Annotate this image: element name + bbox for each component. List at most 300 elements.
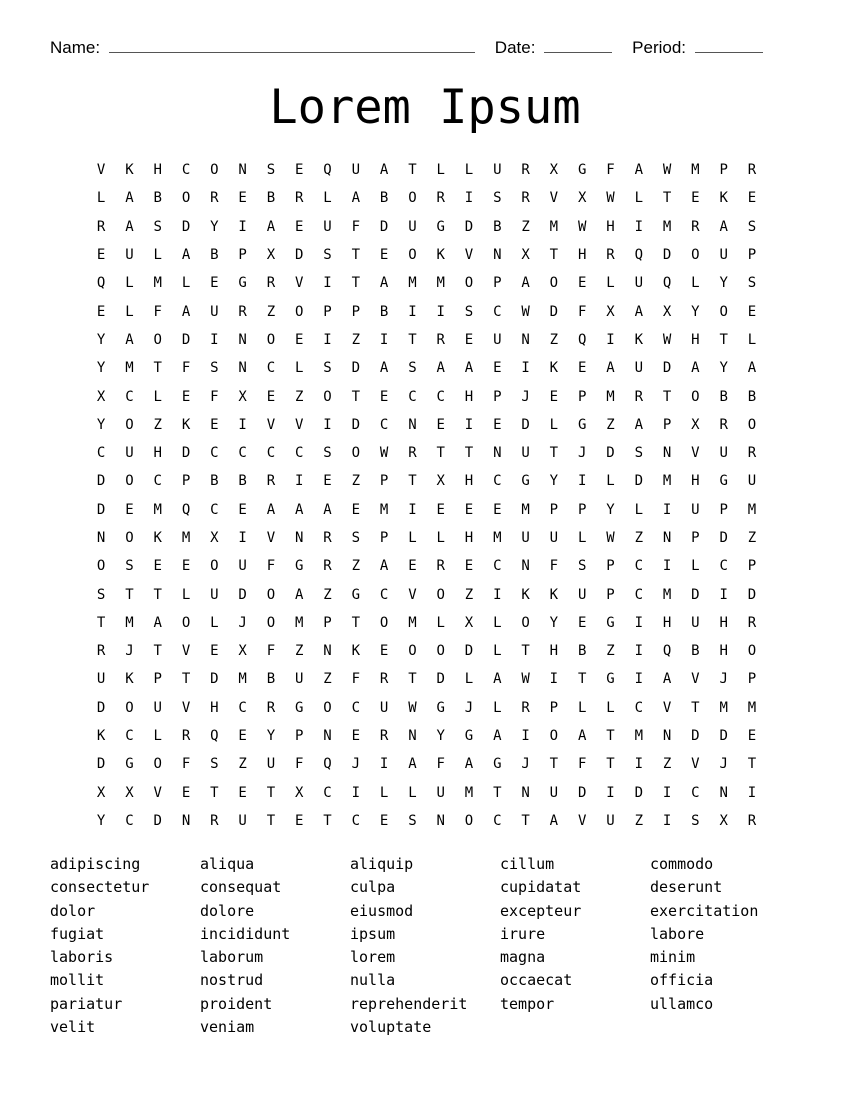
grid-letter[interactable]: L bbox=[606, 473, 615, 490]
grid-letter[interactable]: E bbox=[408, 558, 417, 575]
grid-letter[interactable]: U bbox=[266, 756, 276, 773]
grid-letter[interactable]: C bbox=[493, 558, 502, 575]
grid-letter[interactable]: B bbox=[210, 473, 219, 490]
grid-letter[interactable]: C bbox=[210, 445, 219, 462]
grid-letter[interactable]: M bbox=[408, 614, 417, 631]
grid-letter[interactable]: R bbox=[379, 671, 389, 688]
grid-letter[interactable]: S bbox=[323, 247, 332, 264]
grid-letter[interactable]: L bbox=[295, 360, 304, 377]
grid-letter[interactable]: V bbox=[577, 812, 587, 829]
grid-letter[interactable]: R bbox=[379, 728, 389, 745]
grid-letter[interactable]: V bbox=[266, 530, 276, 546]
grid-letter[interactable]: O bbox=[719, 303, 728, 320]
grid-letter[interactable]: Z bbox=[549, 331, 559, 348]
grid-letter[interactable]: G bbox=[125, 756, 134, 773]
grid-letter[interactable]: Q bbox=[577, 331, 587, 348]
grid-letter[interactable]: O bbox=[210, 162, 219, 179]
grid-letter[interactable]: D bbox=[719, 728, 728, 745]
grid-letter[interactable]: O bbox=[691, 388, 700, 405]
grid-letter[interactable]: M bbox=[464, 784, 474, 801]
grid-letter[interactable]: C bbox=[379, 586, 389, 603]
grid-letter[interactable]: Z bbox=[606, 643, 615, 660]
grid-letter[interactable]: N bbox=[295, 530, 304, 546]
grid-letter[interactable]: N bbox=[96, 530, 106, 546]
grid-letter[interactable]: V bbox=[96, 162, 106, 179]
grid-letter[interactable]: E bbox=[181, 784, 191, 801]
grid-letter[interactable]: B bbox=[210, 247, 219, 264]
grid-letter[interactable]: U bbox=[436, 784, 445, 801]
grid-letter[interactable]: U bbox=[153, 699, 162, 716]
grid-letter[interactable]: C bbox=[634, 586, 643, 603]
grid-letter[interactable]: X bbox=[464, 614, 474, 631]
grid-letter[interactable]: X bbox=[691, 416, 700, 433]
name-blank[interactable] bbox=[109, 36, 475, 53]
grid-letter[interactable]: W bbox=[606, 530, 615, 546]
grid-letter[interactable]: P bbox=[351, 303, 361, 320]
grid-letter[interactable]: C bbox=[238, 445, 247, 462]
grid-letter[interactable]: Y bbox=[210, 218, 219, 235]
grid-letter[interactable]: O bbox=[408, 247, 417, 264]
grid-letter[interactable]: P bbox=[238, 247, 247, 264]
grid-letter[interactable]: P bbox=[181, 473, 191, 490]
grid-letter[interactable]: T bbox=[153, 586, 162, 603]
grid-letter[interactable]: G bbox=[577, 416, 587, 433]
grid-letter[interactable]: S bbox=[577, 558, 587, 575]
grid-letter[interactable]: P bbox=[577, 501, 587, 518]
grid-letter[interactable]: V bbox=[295, 416, 304, 433]
grid-letter[interactable]: I bbox=[634, 756, 643, 773]
grid-letter[interactable]: E bbox=[691, 190, 700, 207]
grid-letter[interactable]: O bbox=[747, 643, 757, 660]
grid-letter[interactable]: R bbox=[96, 218, 106, 235]
grid-letter[interactable]: E bbox=[181, 388, 191, 405]
grid-letter[interactable]: X bbox=[436, 473, 445, 490]
grid-letter[interactable]: D bbox=[181, 331, 191, 348]
grid-letter[interactable]: C bbox=[691, 784, 700, 801]
grid-letter[interactable]: G bbox=[464, 728, 474, 745]
grid-letter[interactable]: S bbox=[747, 218, 757, 235]
grid-letter[interactable]: M bbox=[408, 275, 417, 292]
grid-letter[interactable]: E bbox=[493, 501, 502, 518]
grid-letter[interactable]: N bbox=[662, 445, 672, 462]
grid-letter[interactable]: I bbox=[521, 728, 530, 745]
grid-letter[interactable]: R bbox=[719, 416, 728, 433]
grid-letter[interactable]: X bbox=[125, 784, 134, 801]
grid-letter[interactable]: E bbox=[577, 360, 587, 377]
grid-letter[interactable]: A bbox=[634, 162, 643, 179]
grid-letter[interactable]: H bbox=[691, 473, 700, 490]
grid-letter[interactable]: M bbox=[521, 501, 530, 518]
grid-letter[interactable]: O bbox=[125, 530, 134, 546]
grid-letter[interactable]: H bbox=[719, 643, 728, 660]
grid-letter[interactable]: T bbox=[436, 445, 445, 462]
grid-letter[interactable]: I bbox=[634, 218, 643, 235]
grid-letter[interactable]: L bbox=[181, 275, 191, 292]
grid-letter[interactable]: E bbox=[238, 784, 247, 801]
grid-letter[interactable]: L bbox=[493, 643, 502, 660]
grid-letter[interactable]: T bbox=[96, 614, 106, 631]
grid-letter[interactable]: A bbox=[125, 331, 134, 348]
grid-letter[interactable]: M bbox=[606, 388, 615, 405]
grid-letter[interactable]: C bbox=[266, 445, 276, 462]
grid-letter[interactable]: O bbox=[125, 699, 134, 716]
grid-letter[interactable]: E bbox=[464, 558, 474, 575]
grid-letter[interactable]: U bbox=[125, 247, 134, 264]
grid-letter[interactable]: B bbox=[577, 643, 587, 660]
grid-letter[interactable]: C bbox=[153, 473, 162, 490]
grid-letter[interactable]: T bbox=[662, 190, 672, 207]
grid-letter[interactable]: P bbox=[606, 586, 615, 603]
grid-letter[interactable]: O bbox=[408, 643, 417, 660]
grid-letter[interactable]: Q bbox=[323, 162, 332, 179]
grid-letter[interactable]: X bbox=[238, 643, 247, 660]
grid-letter[interactable]: X bbox=[210, 530, 219, 546]
grid-letter[interactable]: H bbox=[153, 445, 162, 462]
grid-letter[interactable]: A bbox=[295, 501, 304, 518]
grid-letter[interactable]: D bbox=[549, 303, 559, 320]
grid-letter[interactable]: N bbox=[238, 331, 247, 348]
grid-letter[interactable]: K bbox=[153, 530, 162, 546]
grid-letter[interactable]: T bbox=[351, 614, 361, 631]
grid-letter[interactable]: K bbox=[521, 586, 530, 603]
grid-letter[interactable]: T bbox=[351, 275, 361, 292]
grid-letter[interactable]: U bbox=[719, 247, 728, 264]
grid-letter[interactable]: S bbox=[266, 162, 276, 179]
grid-letter[interactable]: F bbox=[295, 756, 304, 773]
grid-letter[interactable]: E bbox=[238, 501, 247, 518]
grid-letter[interactable]: O bbox=[691, 247, 700, 264]
grid-letter[interactable]: R bbox=[747, 812, 757, 829]
grid-letter[interactable]: Z bbox=[351, 558, 361, 575]
grid-letter[interactable]: Y bbox=[96, 360, 106, 377]
grid-letter[interactable]: Y bbox=[691, 303, 700, 320]
grid-letter[interactable]: M bbox=[238, 671, 247, 688]
grid-letter[interactable]: D bbox=[464, 643, 474, 660]
grid-letter[interactable]: A bbox=[323, 501, 332, 518]
grid-letter[interactable]: L bbox=[464, 162, 474, 179]
grid-letter[interactable]: E bbox=[210, 643, 219, 660]
grid-letter[interactable]: E bbox=[379, 247, 389, 264]
grid-letter[interactable]: J bbox=[464, 699, 474, 716]
grid-letter[interactable]: V bbox=[266, 416, 276, 433]
grid-letter[interactable]: T bbox=[464, 445, 474, 462]
grid-letter[interactable]: I bbox=[662, 558, 672, 575]
grid-letter[interactable]: Z bbox=[351, 473, 361, 490]
grid-letter[interactable]: Z bbox=[323, 586, 332, 603]
grid-letter[interactable]: A bbox=[379, 558, 389, 575]
grid-letter[interactable]: D bbox=[606, 445, 615, 462]
grid-letter[interactable]: T bbox=[266, 812, 276, 829]
grid-letter[interactable]: C bbox=[379, 416, 389, 433]
grid-letter[interactable]: L bbox=[153, 728, 162, 745]
grid-letter[interactable]: I bbox=[379, 331, 389, 348]
grid-letter[interactable]: R bbox=[408, 445, 417, 462]
grid-letter[interactable]: P bbox=[549, 501, 559, 518]
grid-letter[interactable]: A bbox=[549, 812, 559, 829]
grid-letter[interactable]: S bbox=[210, 756, 219, 773]
grid-letter[interactable]: E bbox=[747, 303, 757, 320]
grid-letter[interactable]: O bbox=[549, 275, 559, 292]
grid-letter[interactable]: Z bbox=[323, 671, 332, 688]
grid-letter[interactable]: E bbox=[153, 558, 162, 575]
grid-letter[interactable]: J bbox=[577, 445, 587, 462]
grid-letter[interactable]: S bbox=[323, 360, 332, 377]
grid-letter[interactable]: O bbox=[464, 812, 474, 829]
grid-letter[interactable]: K bbox=[125, 162, 134, 179]
grid-letter[interactable]: T bbox=[153, 643, 162, 660]
grid-letter[interactable]: T bbox=[719, 331, 728, 348]
grid-letter[interactable]: I bbox=[238, 416, 247, 433]
grid-letter[interactable]: A bbox=[181, 247, 191, 264]
grid-letter[interactable]: T bbox=[606, 756, 615, 773]
grid-letter[interactable]: A bbox=[464, 360, 474, 377]
grid-letter[interactable]: C bbox=[351, 699, 361, 716]
grid-letter[interactable]: A bbox=[634, 416, 643, 433]
grid-letter[interactable]: D bbox=[96, 699, 106, 716]
grid-letter[interactable]: C bbox=[238, 699, 247, 716]
grid-letter[interactable]: B bbox=[238, 473, 247, 490]
grid-letter[interactable]: N bbox=[493, 247, 502, 264]
grid-letter[interactable]: C bbox=[493, 303, 502, 320]
grid-letter[interactable]: D bbox=[96, 473, 106, 490]
grid-letter[interactable]: U bbox=[96, 671, 106, 688]
grid-letter[interactable]: E bbox=[96, 303, 106, 320]
grid-letter[interactable]: O bbox=[295, 303, 304, 320]
grid-letter[interactable]: U bbox=[238, 812, 247, 829]
grid-letter[interactable]: T bbox=[351, 388, 361, 405]
grid-letter[interactable]: G bbox=[521, 473, 530, 490]
grid-letter[interactable]: R bbox=[521, 162, 530, 179]
grid-letter[interactable]: M bbox=[662, 218, 672, 235]
grid-letter[interactable]: U bbox=[521, 530, 530, 546]
grid-letter[interactable]: Z bbox=[295, 643, 304, 660]
grid-letter[interactable]: I bbox=[577, 473, 587, 490]
grid-letter[interactable]: A bbox=[577, 728, 587, 745]
grid-letter[interactable]: L bbox=[747, 331, 757, 348]
grid-letter[interactable]: E bbox=[577, 614, 587, 631]
grid-letter[interactable]: A bbox=[464, 756, 474, 773]
grid-letter[interactable]: D bbox=[521, 416, 530, 433]
grid-letter[interactable]: I bbox=[295, 473, 304, 490]
grid-letter[interactable]: D bbox=[351, 360, 361, 377]
grid-letter[interactable]: U bbox=[351, 162, 361, 179]
grid-letter[interactable]: E bbox=[238, 190, 247, 207]
grid-letter[interactable]: O bbox=[408, 190, 417, 207]
grid-letter[interactable]: N bbox=[521, 331, 530, 348]
grid-letter[interactable]: X bbox=[96, 784, 106, 801]
grid-letter[interactable]: H bbox=[719, 614, 728, 631]
grid-letter[interactable]: S bbox=[691, 812, 700, 829]
grid-letter[interactable]: O bbox=[181, 614, 191, 631]
grid-letter[interactable]: I bbox=[521, 360, 530, 377]
grid-letter[interactable]: T bbox=[747, 756, 757, 773]
grid-letter[interactable]: J bbox=[238, 614, 247, 631]
grid-letter[interactable]: L bbox=[493, 614, 502, 631]
grid-letter[interactable]: K bbox=[436, 247, 445, 264]
grid-letter[interactable]: U bbox=[549, 784, 559, 801]
grid-letter[interactable]: X bbox=[238, 388, 247, 405]
grid-letter[interactable]: A bbox=[379, 360, 389, 377]
grid-letter[interactable]: D bbox=[96, 756, 106, 773]
grid-letter[interactable]: K bbox=[719, 190, 728, 207]
grid-letter[interactable]: E bbox=[436, 501, 445, 518]
grid-letter[interactable]: W bbox=[577, 218, 587, 235]
grid-letter[interactable]: Z bbox=[266, 303, 276, 320]
grid-letter[interactable]: U bbox=[521, 445, 530, 462]
date-blank[interactable] bbox=[544, 36, 612, 53]
grid-letter[interactable]: O bbox=[125, 416, 134, 433]
grid-letter[interactable]: I bbox=[408, 303, 417, 320]
grid-letter[interactable]: I bbox=[634, 671, 643, 688]
grid-letter[interactable]: G bbox=[351, 586, 361, 603]
grid-letter[interactable]: O bbox=[436, 643, 445, 660]
grid-letter[interactable]: C bbox=[408, 388, 417, 405]
grid-letter[interactable]: Y bbox=[96, 416, 106, 433]
grid-letter[interactable]: N bbox=[238, 162, 247, 179]
grid-letter[interactable]: D bbox=[719, 530, 728, 546]
grid-letter[interactable]: D bbox=[436, 671, 445, 688]
grid-letter[interactable]: G bbox=[295, 558, 304, 575]
grid-letter[interactable]: X bbox=[266, 247, 276, 264]
grid-letter[interactable]: P bbox=[719, 501, 728, 518]
grid-letter[interactable]: A bbox=[606, 360, 615, 377]
grid-letter[interactable]: O bbox=[436, 586, 445, 603]
grid-letter[interactable]: P bbox=[606, 558, 615, 575]
grid-letter[interactable]: E bbox=[323, 473, 332, 490]
grid-letter[interactable]: A bbox=[379, 275, 389, 292]
grid-letter[interactable]: Q bbox=[181, 501, 191, 518]
grid-letter[interactable]: C bbox=[295, 445, 304, 462]
grid-letter[interactable]: Z bbox=[153, 416, 162, 433]
grid-letter[interactable]: P bbox=[747, 671, 757, 688]
grid-letter[interactable]: Q bbox=[96, 275, 106, 292]
grid-letter[interactable]: N bbox=[493, 445, 502, 462]
grid-letter[interactable]: W bbox=[662, 162, 672, 179]
grid-letter[interactable]: R bbox=[181, 728, 191, 745]
grid-letter[interactable]: I bbox=[210, 331, 219, 348]
grid-letter[interactable]: C bbox=[351, 812, 361, 829]
grid-letter[interactable]: H bbox=[691, 331, 700, 348]
grid-letter[interactable]: X bbox=[662, 303, 672, 320]
grid-letter[interactable]: U bbox=[634, 360, 643, 377]
grid-letter[interactable]: F bbox=[266, 643, 276, 660]
grid-letter[interactable]: A bbox=[408, 756, 417, 773]
grid-letter[interactable]: F bbox=[606, 162, 615, 179]
grid-letter[interactable]: E bbox=[238, 728, 247, 745]
grid-letter[interactable]: Z bbox=[747, 530, 757, 546]
grid-letter[interactable]: X bbox=[719, 812, 728, 829]
grid-letter[interactable]: S bbox=[125, 558, 134, 575]
grid-letter[interactable]: J bbox=[719, 671, 728, 688]
grid-letter[interactable]: H bbox=[577, 247, 587, 264]
grid-letter[interactable]: E bbox=[351, 728, 361, 745]
grid-letter[interactable]: U bbox=[606, 812, 615, 829]
grid-letter[interactable]: U bbox=[691, 501, 700, 518]
grid-letter[interactable]: T bbox=[408, 331, 417, 348]
grid-letter[interactable]: A bbox=[662, 671, 672, 688]
grid-letter[interactable]: V bbox=[662, 699, 672, 716]
grid-letter[interactable]: B bbox=[266, 671, 276, 688]
grid-letter[interactable]: H bbox=[210, 699, 219, 716]
grid-letter[interactable]: R bbox=[210, 190, 219, 207]
grid-letter[interactable]: M bbox=[125, 360, 134, 377]
grid-letter[interactable]: U bbox=[719, 445, 728, 462]
grid-letter[interactable]: F bbox=[181, 756, 191, 773]
grid-letter[interactable]: X bbox=[577, 190, 587, 207]
grid-letter[interactable]: P bbox=[747, 247, 757, 264]
grid-letter[interactable]: O bbox=[521, 614, 530, 631]
grid-letter[interactable]: F bbox=[351, 218, 361, 235]
grid-letter[interactable]: U bbox=[408, 218, 417, 235]
grid-letter[interactable]: W bbox=[606, 190, 615, 207]
grid-letter[interactable]: F bbox=[210, 388, 219, 405]
grid-letter[interactable]: L bbox=[408, 530, 417, 546]
grid-letter[interactable]: L bbox=[634, 501, 643, 518]
grid-letter[interactable]: A bbox=[295, 586, 304, 603]
grid-letter[interactable]: P bbox=[662, 416, 672, 433]
grid-letter[interactable]: T bbox=[266, 784, 276, 801]
grid-letter[interactable]: V bbox=[691, 756, 700, 773]
grid-letter[interactable]: A bbox=[125, 218, 134, 235]
grid-letter[interactable]: M bbox=[153, 501, 162, 518]
grid-letter[interactable]: D bbox=[577, 784, 587, 801]
grid-letter[interactable]: N bbox=[323, 643, 332, 660]
grid-letter[interactable]: I bbox=[634, 643, 643, 660]
grid-letter[interactable]: U bbox=[493, 162, 502, 179]
grid-letter[interactable]: R bbox=[210, 812, 219, 829]
grid-letter[interactable]: D bbox=[691, 586, 700, 603]
grid-letter[interactable]: Z bbox=[295, 388, 304, 405]
grid-letter[interactable]: B bbox=[719, 388, 728, 405]
grid-letter[interactable]: C bbox=[181, 162, 191, 179]
grid-letter[interactable]: I bbox=[323, 275, 332, 292]
grid-letter[interactable]: T bbox=[577, 671, 587, 688]
grid-letter[interactable]: Q bbox=[662, 643, 672, 660]
grid-letter[interactable]: N bbox=[408, 416, 417, 433]
grid-letter[interactable]: T bbox=[493, 784, 502, 801]
grid-letter[interactable]: L bbox=[436, 162, 445, 179]
grid-letter[interactable]: U bbox=[747, 473, 757, 490]
grid-letter[interactable]: I bbox=[606, 331, 615, 348]
grid-letter[interactable]: I bbox=[634, 614, 643, 631]
grid-letter[interactable]: M bbox=[181, 530, 191, 546]
grid-letter[interactable]: O bbox=[125, 473, 134, 490]
grid-letter[interactable]: E bbox=[96, 247, 106, 264]
grid-letter[interactable]: S bbox=[351, 530, 361, 546]
grid-letter[interactable]: K bbox=[549, 360, 559, 377]
grid-letter[interactable]: R bbox=[323, 530, 332, 546]
grid-letter[interactable]: A bbox=[691, 360, 700, 377]
grid-letter[interactable]: L bbox=[96, 190, 106, 207]
grid-letter[interactable]: C bbox=[719, 558, 728, 575]
grid-letter[interactable]: B bbox=[153, 190, 162, 207]
grid-letter[interactable]: R bbox=[521, 699, 530, 716]
grid-letter[interactable]: V bbox=[408, 586, 417, 603]
grid-letter[interactable]: X bbox=[96, 388, 106, 405]
grid-letter[interactable]: S bbox=[634, 445, 643, 462]
grid-letter[interactable]: Y bbox=[549, 473, 559, 490]
grid-letter[interactable]: M bbox=[125, 614, 134, 631]
grid-letter[interactable]: F bbox=[436, 756, 445, 773]
grid-letter[interactable]: E bbox=[493, 416, 502, 433]
grid-letter[interactable]: F bbox=[181, 360, 191, 377]
grid-letter[interactable]: I bbox=[379, 756, 389, 773]
grid-letter[interactable]: C bbox=[266, 360, 276, 377]
grid-letter[interactable]: R bbox=[691, 218, 700, 235]
grid-letter[interactable]: C bbox=[323, 784, 332, 801]
grid-letter[interactable]: Y bbox=[719, 360, 728, 377]
grid-letter[interactable]: T bbox=[351, 247, 361, 264]
